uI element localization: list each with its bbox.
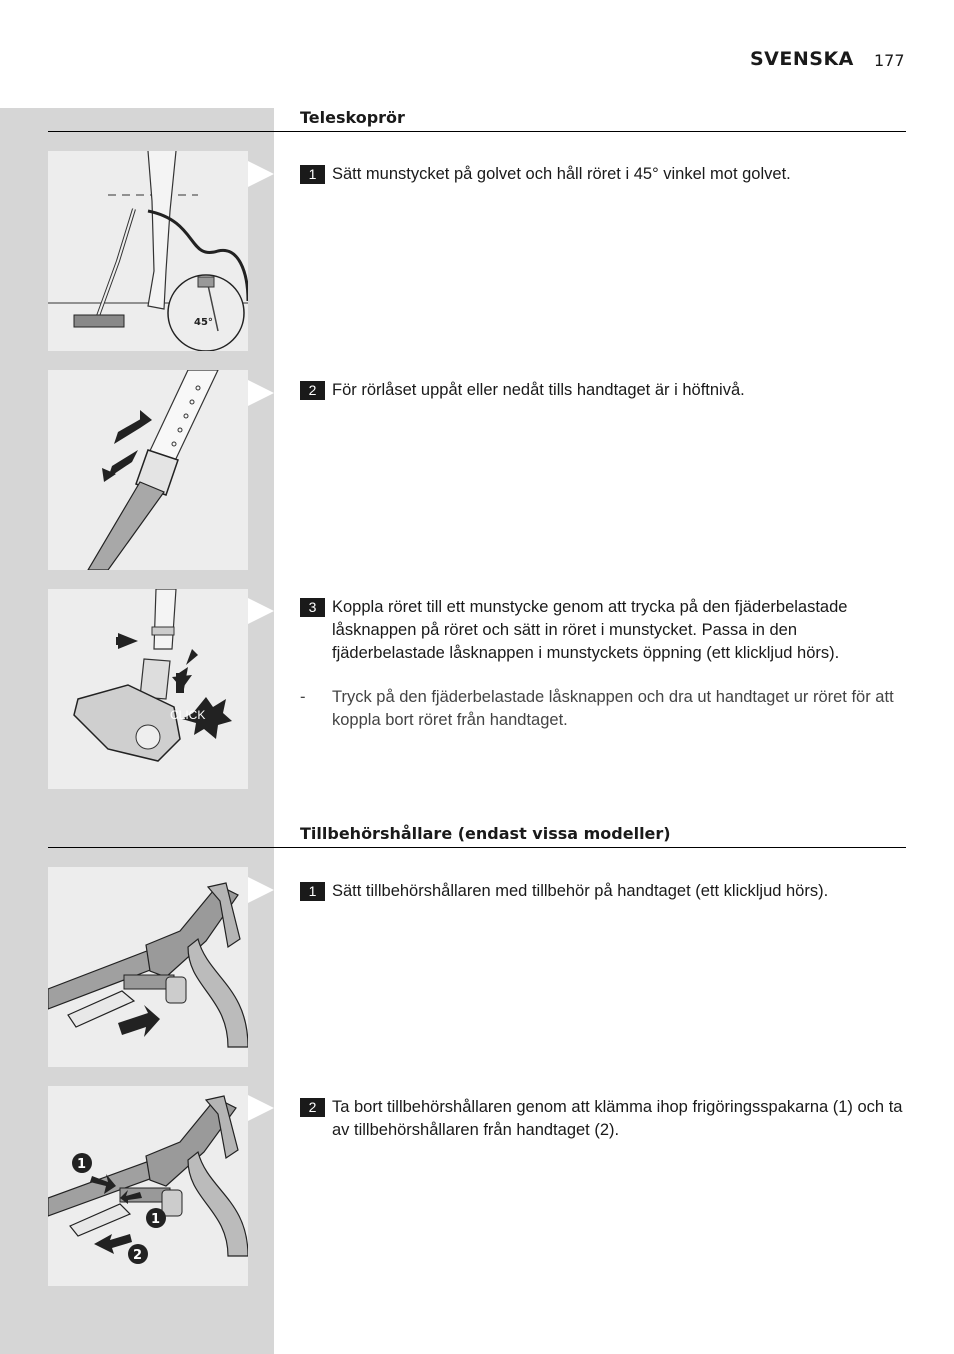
pointer-arrow (248, 1095, 274, 1121)
step-number: 1 (300, 882, 325, 901)
section-title-accessory-holder: Tillbehörshållare (endast vissa modeller) (300, 824, 671, 843)
badge-2: 2 (133, 1248, 143, 1263)
step-3-telescope (300, 596, 906, 665)
angle-label: 45° (194, 317, 213, 328)
step-text: För rörlåset uppåt eller nedåt tills handtaget är i höftnivå. (332, 381, 745, 399)
section-title-teleskopror: Teleskoprör (300, 108, 405, 127)
illustration-tube-to-nozzle (48, 589, 248, 789)
step-2-telescope (300, 379, 906, 402)
step-number: 1 (300, 165, 325, 184)
click-label: CLICK (170, 708, 206, 722)
note-dash: - (300, 688, 306, 706)
step-number: 2 (300, 381, 325, 400)
step-number: 3 (300, 598, 325, 617)
illustration-attach-holder (48, 867, 248, 1067)
step-1-holder (300, 880, 906, 903)
pointer-arrow (248, 877, 274, 903)
pointer-arrow (248, 380, 274, 406)
badge-1-bottom: 1 (151, 1212, 161, 1227)
section-rule (48, 131, 906, 132)
note-text: Tryck på den fjäderbelastade låsknappen och dra ut handtaget ur röret för att koppla bort röret från handtaget. (332, 688, 894, 729)
badge-1-top: 1 (77, 1157, 87, 1172)
step-2-holder (300, 1096, 906, 1142)
illustration-remove-holder (48, 1086, 248, 1286)
note-disconnect (300, 686, 906, 732)
section-rule (48, 847, 906, 848)
pointer-arrow (248, 598, 274, 624)
page-number: 177 (874, 51, 905, 70)
step-number: 2 (300, 1098, 325, 1117)
illustration-tube-lock (48, 370, 248, 570)
step-text: Sätt munstycket på golvet och håll röret i 45° vinkel mot golvet. (332, 165, 791, 183)
illustration-vacuum-45-degree (48, 151, 248, 351)
step-1-telescope (300, 163, 906, 186)
step-text: Ta bort tillbehörshållaren genom att klämma ihop frigöringsspakarna (1) och ta av tillbehörshållaren från handtaget (2). (332, 1098, 903, 1139)
pointer-arrow (248, 161, 274, 187)
step-text: Koppla röret till ett munstycke genom att trycka på den fjäderbelastade låsknappen på röret och sätt in röret i munstycket. Passa in den fjäderbelastade låsknappen i munstyckets öppning (ett klickljud hörs). (332, 598, 848, 662)
step-text: Sätt tillbehörshållaren med tillbehör på handtaget (ett klickljud hörs). (332, 882, 829, 900)
header-language: SVENSKA (750, 48, 854, 70)
